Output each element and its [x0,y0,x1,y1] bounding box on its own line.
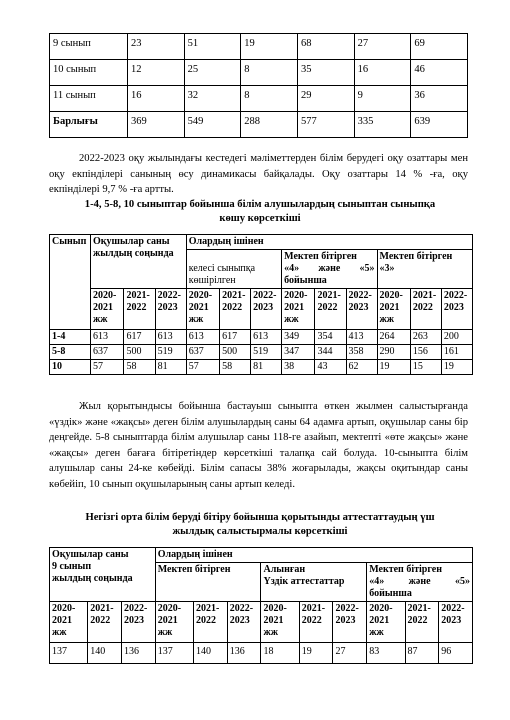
year-header: 2021-2022 [299,602,333,643]
year-header: 2020-2021 жж [50,602,88,643]
year-header: 2020-2021 жж [377,289,410,330]
table-cell: 161 [441,345,472,360]
table-row [50,86,468,112]
year-header: 2020-2021 жж [367,602,405,643]
table-cell: 15 [410,360,441,375]
year-header: 2022-2023 [333,602,367,643]
table-cell: 19 [241,34,298,60]
table-cell: 519 [251,345,282,360]
header-students: Оқушылар саны 9 сынып жылдың соңында [50,548,156,602]
table-cell: 500 [124,345,155,360]
table-cell: 51 [184,34,241,60]
year-header: 2020-2021 жж [282,289,315,330]
year-header: 2021-2022 [194,602,228,643]
table-cell: 8 [241,86,298,112]
table-cell: 36 [411,86,468,112]
row-label: 11 сынып [50,86,128,112]
year-header: 2021-2022 [124,289,155,330]
row-label: 10 сынып [50,60,128,86]
table-row [50,330,473,345]
year-header: 2020-2021 жж [186,289,219,330]
table-cell: 81 [155,360,186,375]
header-certificates: Алынған Үздік аттестаттар [261,563,367,602]
table-cell: 617 [124,330,155,345]
header-among: Олардың ішінен [155,548,472,563]
paragraph-achievers: 2022-2023 оқу жылындағы кестедегі мәліметтерден білім берудегі оқу озаттары мен оқу екпінділері санының өсу динамикасы байқалады. Оқу озаттары 14 % -ға, оқу екпінділері 9,7 % -ға артты. [49,153,468,195]
transfer-table [49,234,473,375]
table-cell: 57 [186,360,219,375]
table-cell: 200 [441,330,472,345]
table-cell: 500 [220,345,251,360]
table-cell: 549 [184,112,241,138]
table-cell: 18 [261,643,299,664]
table-cell: 16 [127,86,184,112]
table-cell: 25 [184,60,241,86]
table-cell: 639 [411,112,468,138]
table-cell: 577 [297,112,354,138]
table-cell: 335 [354,112,411,138]
year-header: 2022-2023 [227,602,261,643]
table-cell: 413 [346,330,377,345]
table-cell: 57 [91,360,124,375]
year-header: 2022-2023 [346,289,377,330]
table-cell: 8 [241,60,298,86]
table-cell: 263 [410,330,441,345]
row-label: 10 [50,360,91,375]
table-cell: 58 [124,360,155,375]
table-cell: 136 [227,643,261,664]
header-grad-45: Мектеп бітірген «4» және «5» бойынша [282,250,377,289]
table-cell: 62 [346,360,377,375]
table-cell: 369 [127,112,184,138]
table-cell: 264 [377,330,410,345]
table-cell: 83 [367,643,405,664]
table-row [50,60,468,86]
year-header: 2021-2022 [88,602,122,643]
table-cell: 35 [297,60,354,86]
table-cell: 137 [155,643,193,664]
table-cell: 519 [155,345,186,360]
header-promoted: келесі сыныпқа көшірілген [186,250,281,289]
row-label: 5-8 [50,345,91,360]
table-cell: 46 [411,60,468,86]
year-header: 2021-2022 [220,289,251,330]
table-cell: 9 [354,86,411,112]
attestation-table [49,547,473,664]
table-cell: 156 [410,345,441,360]
table-cell: 136 [122,643,156,664]
table-cell: 613 [155,330,186,345]
table-cell: 87 [405,643,439,664]
table-cell: 16 [354,60,411,86]
table-cell: 29 [297,86,354,112]
year-header: 2021-2022 [315,289,346,330]
header-class: Сынып [50,235,91,330]
row-label: 9 сынып [50,34,128,60]
table-row [50,112,468,138]
table-cell: 19 [299,643,333,664]
year-header: 2021-2022 [410,289,441,330]
year-header: 2022-2023 [122,602,156,643]
year-header: 2020-2021 жж [261,602,299,643]
table-cell: 358 [346,345,377,360]
year-header: 2021-2022 [405,602,439,643]
table-cell: 43 [315,360,346,375]
table-cell: 349 [282,330,315,345]
table-row [50,345,473,360]
table-cell: 637 [186,345,219,360]
table-cell: 290 [377,345,410,360]
table-cell: 137 [50,643,88,664]
year-header: 2022-2023 [251,289,282,330]
table-row [50,360,473,375]
year-header: 2022-2023 [441,289,472,330]
table-cell: 23 [127,34,184,60]
header-among: Олардың ішінен [186,235,472,250]
table-cell: 38 [282,360,315,375]
table-cell: 140 [88,643,122,664]
table-cell: 81 [251,360,282,375]
year-header: 2020-2021 жж [91,289,124,330]
table-cell: 354 [315,330,346,345]
row-label: Барлығы [50,112,128,138]
grades-table-top [49,33,468,138]
table-cell: 58 [220,360,251,375]
table-cell: 32 [184,86,241,112]
header-graduated: Мектеп бітірген [155,563,261,602]
table-cell: 27 [354,34,411,60]
table-cell: 12 [127,60,184,86]
table-cell: 288 [241,112,298,138]
table-cell: 613 [186,330,219,345]
table-cell: 96 [439,643,473,664]
row-label: 1-4 [50,330,91,345]
table-cell: 613 [251,330,282,345]
table-cell: 27 [333,643,367,664]
table-cell: 347 [282,345,315,360]
header-grad-3: Мектеп бітірген «3» [377,250,472,289]
year-header: 2020-2021 жж [155,602,193,643]
year-header: 2022-2023 [155,289,186,330]
heading-attestation: Негізгі орта білім беруді бітіру бойынша қорытынды аттестаттаудың үш жылдық салыстырмалы көрсеткіші [85,512,435,537]
table-cell: 19 [377,360,410,375]
table-cell: 344 [315,345,346,360]
heading-transfer: 1-4, 5-8, 10 сыныптар бойынша білім алушылардың сыныптан сыныпқа көшу көрсеткіші [84,199,436,224]
table-row [50,34,468,60]
table-cell: 68 [297,34,354,60]
table-cell: 69 [411,34,468,60]
paragraph-summary: Жыл қорытындысы бойынша бастауыш сыныпта өткен жылмен салыстырғанда «үздік» және «жақсы» деген білім алушылардың саны 64 адамға артып, оқушылар саны бір деңгейде. 5-8 сыныптарда білім алушылар саны 118-ге азайып, мектепті «өте жақсы» және «жақсы» деген бағаға бітіретіндер көрсеткіші талапқа сай болуда. 10-сыныпта білім алушылар саны 24-ке көбейді. Білім сапасы 38% жоғарылады, жақсы оқитындар саны көбейіп, 10 сынып оқушыларының саны артып келеді. [49,401,468,490]
header-grad-45: Мектеп бітірген «4» және «5» бойынша [367,563,473,602]
table-cell: 617 [220,330,251,345]
table-cell: 140 [194,643,228,664]
header-students: Оқушылар саны жылдың соңында [91,235,187,289]
year-header: 2022-2023 [439,602,473,643]
table-cell: 637 [91,345,124,360]
table-cell: 19 [441,360,472,375]
table-cell: 613 [91,330,124,345]
